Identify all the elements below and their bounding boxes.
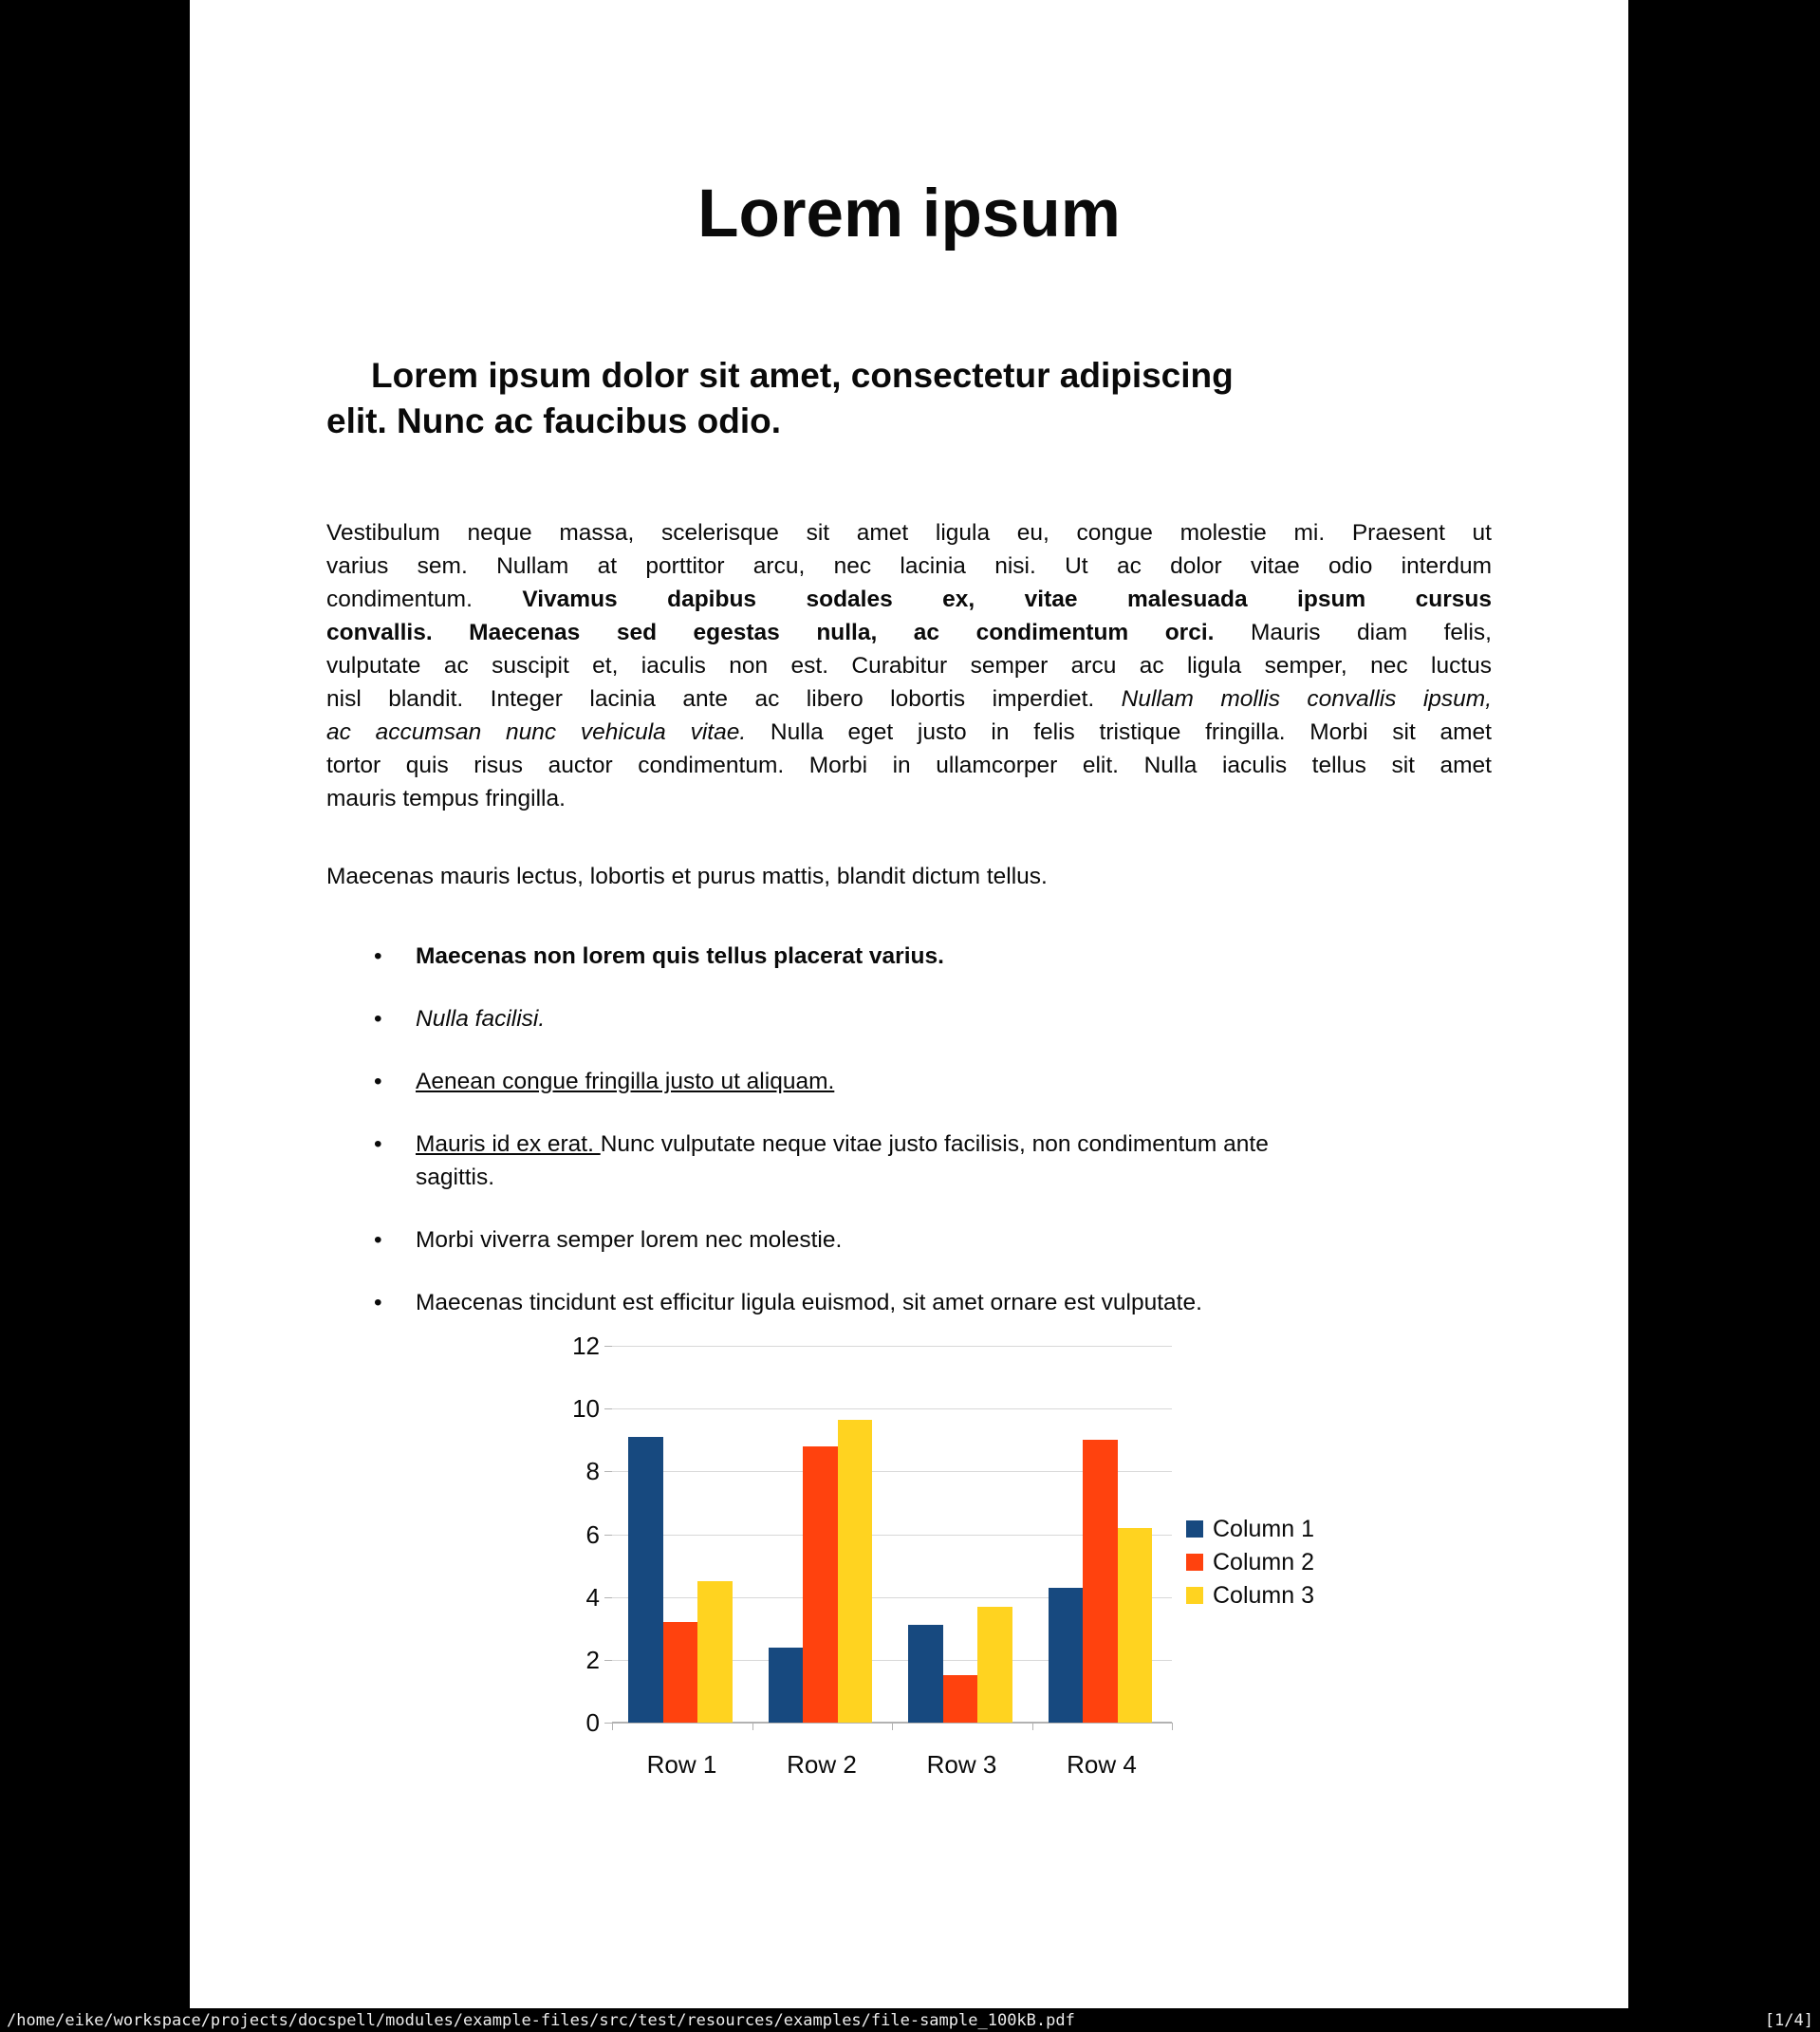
bullet-dot-icon: • (374, 1006, 382, 1032)
bullet-dot-icon: • (374, 1227, 382, 1253)
paragraph-line (326, 749, 1492, 782)
x-axis-tick-label: Row 4 (1067, 1750, 1137, 1779)
chart-bar (1049, 1588, 1084, 1723)
chart-gridline (612, 1408, 1172, 1409)
paragraph-line (326, 716, 1492, 749)
bullet-dot-icon: • (374, 1290, 382, 1315)
chart-bar (697, 1581, 733, 1723)
document-title: Lorem ipsum (697, 177, 1121, 252)
y-axis-tick-label: 12 (572, 1332, 600, 1360)
y-tick-mark (604, 1660, 612, 1661)
body-paragraph (326, 516, 1492, 815)
text-run: tortor quis risus auctor condimentum. Morbi in ullamcorper elit. Nulla iaculis tellus sit amet (326, 753, 1492, 778)
x-tick-mark (612, 1723, 613, 1730)
text-run: Nullam mollis convallis ipsum, (1121, 686, 1493, 712)
bullet-dot-icon: • (374, 943, 382, 969)
y-axis-tick-label: 0 (585, 1708, 600, 1737)
text-run: Vivamus dapibus sodales ex, vitae malesuada ipsum cursus (522, 587, 1492, 612)
x-axis-tick-label: Row 3 (926, 1750, 997, 1779)
subheading-line: Lorem ipsum dolor sit amet, consectetur adipiscing (371, 356, 1234, 395)
text-run: ac accumsan nunc vehicula vitae. (326, 719, 771, 745)
chart-bar (803, 1446, 838, 1723)
bullet-list (326, 940, 1492, 1349)
bullet-dot-icon: • (374, 1131, 382, 1157)
bullet-item (326, 940, 1492, 973)
chart-bar (628, 1437, 663, 1723)
text-run: Nunc vulputate neque vitae justo facilisis, non condimentum ante (600, 1131, 1269, 1157)
text-run: Mauris id ex erat. (416, 1131, 601, 1157)
legend-swatch-icon (1186, 1520, 1203, 1538)
y-axis-tick-label: 8 (585, 1457, 600, 1486)
legend-label: Column 3 (1213, 1582, 1314, 1609)
text-run: Vestibulum neque massa, scelerisque sit amet ligula eu, congue molestie mi. Praesent ut (326, 520, 1492, 546)
x-tick-mark (1172, 1723, 1173, 1730)
text-run: mauris tempus fringilla. (326, 786, 566, 811)
paragraph-line (326, 550, 1492, 583)
y-axis-tick-label: 10 (572, 1394, 600, 1424)
legend-swatch-icon (1186, 1554, 1203, 1571)
paragraph-line (326, 682, 1492, 716)
paragraph-line (326, 616, 1492, 649)
bullet-item (326, 1128, 1492, 1194)
chart-bar (663, 1622, 698, 1723)
y-tick-mark (604, 1597, 612, 1598)
chart-gridline (612, 1346, 1172, 1347)
x-axis-tick-label: Row 1 (646, 1750, 717, 1779)
file-path: /home/eike/workspace/projects/docspell/modules/example-files/src/test/resources/examples/file-sample_100kB.pdf (7, 2010, 1075, 2030)
document-subheading (326, 353, 1503, 444)
paragraph-line (326, 516, 1492, 550)
y-tick-mark (604, 1723, 612, 1724)
legend-swatch-icon (1186, 1587, 1203, 1604)
text-run: convallis. Maecenas sed egestas nulla, ac condimentum orci. (326, 620, 1215, 645)
y-axis-tick-label: 6 (585, 1519, 600, 1549)
text-run: nisl blandit. Integer lacinia ante ac libero lobortis imperdiet. (326, 686, 1122, 712)
chart-bar (908, 1625, 943, 1723)
legend-label: Column 2 (1213, 1549, 1314, 1575)
chart-bar (1118, 1528, 1153, 1723)
text-run: varius sem. Nullam at porttitor arcu, nec lacinia nisi. Ut ac dolor vitae odio interdum (326, 553, 1492, 579)
bullet-item (326, 1286, 1492, 1319)
legend-item (1186, 1517, 1395, 1541)
bullet-dot-icon: • (374, 1069, 382, 1094)
y-tick-mark (604, 1471, 612, 1472)
text-run: Aenean congue fringilla justo ut aliquam. (416, 1069, 835, 1094)
bullet-item (326, 1223, 1492, 1257)
x-axis-tick-label: Row 2 (787, 1750, 857, 1779)
chart-bar (1083, 1440, 1118, 1723)
bullet-item (326, 1065, 1492, 1098)
document-page[interactable] (190, 0, 1628, 2008)
text-run: vulputate ac suscipit et, iaculis non est. Curabitur semper arcu ac ligula semper, nec luctus (326, 653, 1492, 679)
text-run: Maecenas tincidunt est efficitur ligula euismod, sit amet ornare est vulputate. (416, 1290, 1202, 1315)
y-tick-mark (604, 1346, 612, 1347)
bullet-item (326, 1002, 1492, 1035)
text-run: Nulla facilisi. (416, 1006, 546, 1032)
y-tick-mark (604, 1535, 612, 1536)
text-run: Maecenas non lorem quis tellus placerat varius. (416, 943, 944, 969)
text-run: Morbi viverra semper lorem nec molestie. (416, 1227, 843, 1253)
paragraph-line (326, 782, 1492, 815)
x-tick-mark (892, 1723, 893, 1730)
text-run: condimentum. (326, 587, 523, 612)
chart-bar (943, 1675, 978, 1723)
text-run: sagittis. (416, 1165, 495, 1190)
chart-bar (838, 1420, 873, 1723)
paragraph-line (326, 583, 1492, 616)
legend-item (1186, 1583, 1395, 1608)
body-paragraph: Maecenas mauris lectus, lobortis et purus mattis, blandit dictum tellus. (326, 864, 1048, 889)
x-tick-mark (752, 1723, 753, 1730)
viewer-statusbar (0, 2008, 1820, 2032)
x-tick-mark (1032, 1723, 1033, 1730)
page-indicator: [1/4] (1764, 2010, 1813, 2030)
legend-label: Column 1 (1213, 1516, 1314, 1542)
chart-bar (977, 1607, 1012, 1723)
y-axis-tick-label: 4 (585, 1582, 600, 1612)
chart-bar (769, 1648, 804, 1723)
y-axis-tick-label: 2 (585, 1645, 600, 1674)
text-run: Mauris diam felis, (1214, 620, 1492, 645)
paragraph-line (326, 649, 1492, 682)
text-run: Nulla eget justo in felis tristique fringilla. Morbi sit amet (770, 719, 1492, 745)
subheading-line: elit. Nunc ac faucibus odio. (326, 401, 782, 440)
y-tick-mark (604, 1408, 612, 1409)
legend-item (1186, 1550, 1395, 1575)
